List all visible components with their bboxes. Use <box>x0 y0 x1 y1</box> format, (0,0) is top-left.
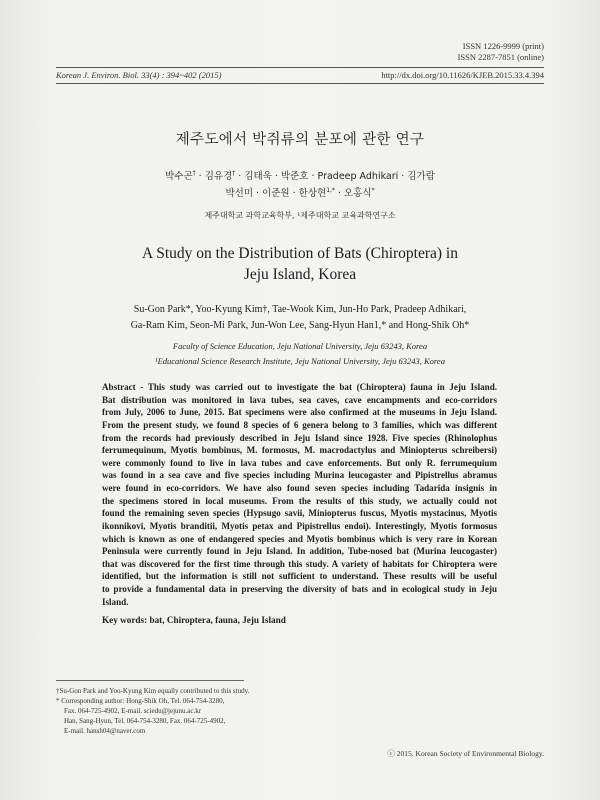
footnote-line: E-mail. hansh04@naver.com <box>64 727 146 735</box>
abstract-line: the specimens stored in local museums. From the results of this study, we actually could not <box>102 495 497 506</box>
issn-block <box>458 41 544 63</box>
abstract-line: were found in eco-corridors. We have also found seven species including Tadarida insignis in <box>102 483 497 493</box>
issn-online: ISSN 2287-7851 (online) <box>457 52 544 62</box>
english-authors <box>0 302 600 334</box>
abstract <box>102 381 497 608</box>
abstract-line: identified, but the information is still not sufficient to understand. These results will be useful <box>102 571 497 582</box>
abstract-line: Peninsula were currently found in Jeju Island. In addition, Tube-nosed bat (Murina leucogaster) <box>102 546 497 557</box>
abstract-line: ferrumequinum, Myotis bombinus, M. formosus, M. macrodactylus and Miniopterus schreibersi) <box>102 445 497 456</box>
abstract-line: ikonnikovi, Myotis branditii, Myotis petax and Pipistrellus endoi). Interestingly, Myotis formosus <box>102 520 497 531</box>
abstract-line: to provide a fundamental data in preserving the diversity of bats and in ecological study in Jeju <box>102 584 497 594</box>
copyright: ⓒ 2015. Korean Society of Environmental Biology. <box>387 749 544 758</box>
ko-authors-rest-1: · 김유경 <box>198 171 233 182</box>
footnote-line: Han, Sang-Hyun, Tel. 064-754-3280, Fax. 064-725-4902, <box>64 717 226 725</box>
korean-title: 제주도에서 박쥐류의 분포에 관한 연구 <box>175 132 425 148</box>
footnotes <box>56 686 249 736</box>
journal-header <box>56 70 544 82</box>
english-title-line1: A Study on the Distribution of Bats (Chiroptera) in <box>141 245 458 262</box>
abstract-line: from the records had previously described in Jeju Island since 1928. Five species (Rhinolophus <box>102 432 497 443</box>
abstract-line: From the present study, we found 8 species of 6 genera belong to 3 families, which was different <box>102 419 497 430</box>
journal-citation: Korean J. Environ. Biol. 33(4) : 394~402 (2015) <box>56 70 222 80</box>
ko-author-mark-1: † <box>192 169 196 177</box>
keywords: Key words: bat, Chiroptera, fauna, Jeju Island <box>102 615 286 625</box>
korean-authors <box>0 168 600 202</box>
abstract-line: Island. <box>102 596 129 607</box>
english-affiliation-1: Faculty of Science Education, Jeju National University, Jeju 63243, Korea <box>172 341 428 351</box>
english-authors-line2: Ga-Ram Kim, Seon-Mi Park, Jun-Won Lee, Sang-Hyun Han1,* and Hong-Shik Oh* <box>130 320 470 331</box>
footnote-line: Fax. 064-725-4902, E-mail. sciedu@jejunu.ac.kr <box>64 707 202 715</box>
header-rule-top <box>56 67 544 68</box>
abstract-line: Abstract - This study was carried out to investigate the bat (Chiroptera) fauna in Jeju Island. <box>102 382 497 392</box>
abstract-line: Bat distribution was monitored in lava tubes, sea caves, cave encampments and eco-corridors <box>102 394 497 405</box>
footnote-line: * Corresponding author: Hong-Shik Oh, Tel. 064-754-3280, <box>56 697 225 705</box>
abstract-line: from July, 2006 to June, 2015. Bat specimens were also confirmed at the museums in Jeju Island. <box>102 407 497 418</box>
korean-authors-line2 <box>0 185 600 202</box>
english-affiliation-2: ¹Educational Science Research Institute, Jeju National University, Jeju 63243, Korea <box>155 355 445 366</box>
doi-link[interactable]: http://dx.doi.org/10.11626/KJEB.2015.33.4.394 <box>381 70 544 80</box>
abstract-line: that was discovered for the first time through this study. A variety of habitats for Chiroptera were <box>102 558 497 569</box>
footnote-line: †Su-Gon Park and Yoo-Kyung Kim equally contributed to this study. <box>56 687 250 695</box>
ko-author-mark-3: 1,* <box>326 186 335 194</box>
ko-author-mark-2: † <box>232 169 236 177</box>
abstract-line: was found in a sea cave and five species including Murina leucogaster and Pipistrellus abramus <box>102 470 497 481</box>
ko-authors-rest-2: · 김태욱 · 박준호 · Pradeep Adhikari · 김가람 <box>238 171 435 182</box>
abstract-line: were commonly found to live in lava tubes and cave enforcements. But only R. ferrumequium <box>102 457 497 468</box>
korean-affiliation: 제주대학교 과학교육학부, ¹제주대학교 교육과학연구소 <box>204 211 396 220</box>
ko-author-mark-4: * <box>371 186 375 194</box>
english-authors-line1: Su-Gon Park*, Yoo-Kyung Kim†, Tae-Wook Kim, Jun-Ho Park, Pradeep Adhikari, <box>133 304 467 315</box>
ko-authors-line2b: · 오홍식 <box>334 188 372 199</box>
issn-print: ISSN 1226-9999 (print) <box>462 41 544 51</box>
ko-authors-line2a: 박선미 · 이준원 · 한상현 <box>225 188 327 199</box>
ko-author-park-sg: 박수곤 <box>165 171 193 182</box>
korean-authors-line1 <box>0 168 600 185</box>
english-title <box>0 243 600 285</box>
abstract-line: found the remaining seven species (Hypsugo savii, Miniopterus fuscus, Myotis mystacinus, Myotis <box>102 508 497 519</box>
english-affiliations <box>0 339 600 368</box>
english-title-line2: Jeju Island, Korea <box>243 266 357 283</box>
header-rule-bottom <box>56 83 544 84</box>
abstract-line: which is known as one of endangered species and Myotis bombinus which is very rare in Korean <box>102 533 497 544</box>
footnote-rule <box>56 680 244 681</box>
